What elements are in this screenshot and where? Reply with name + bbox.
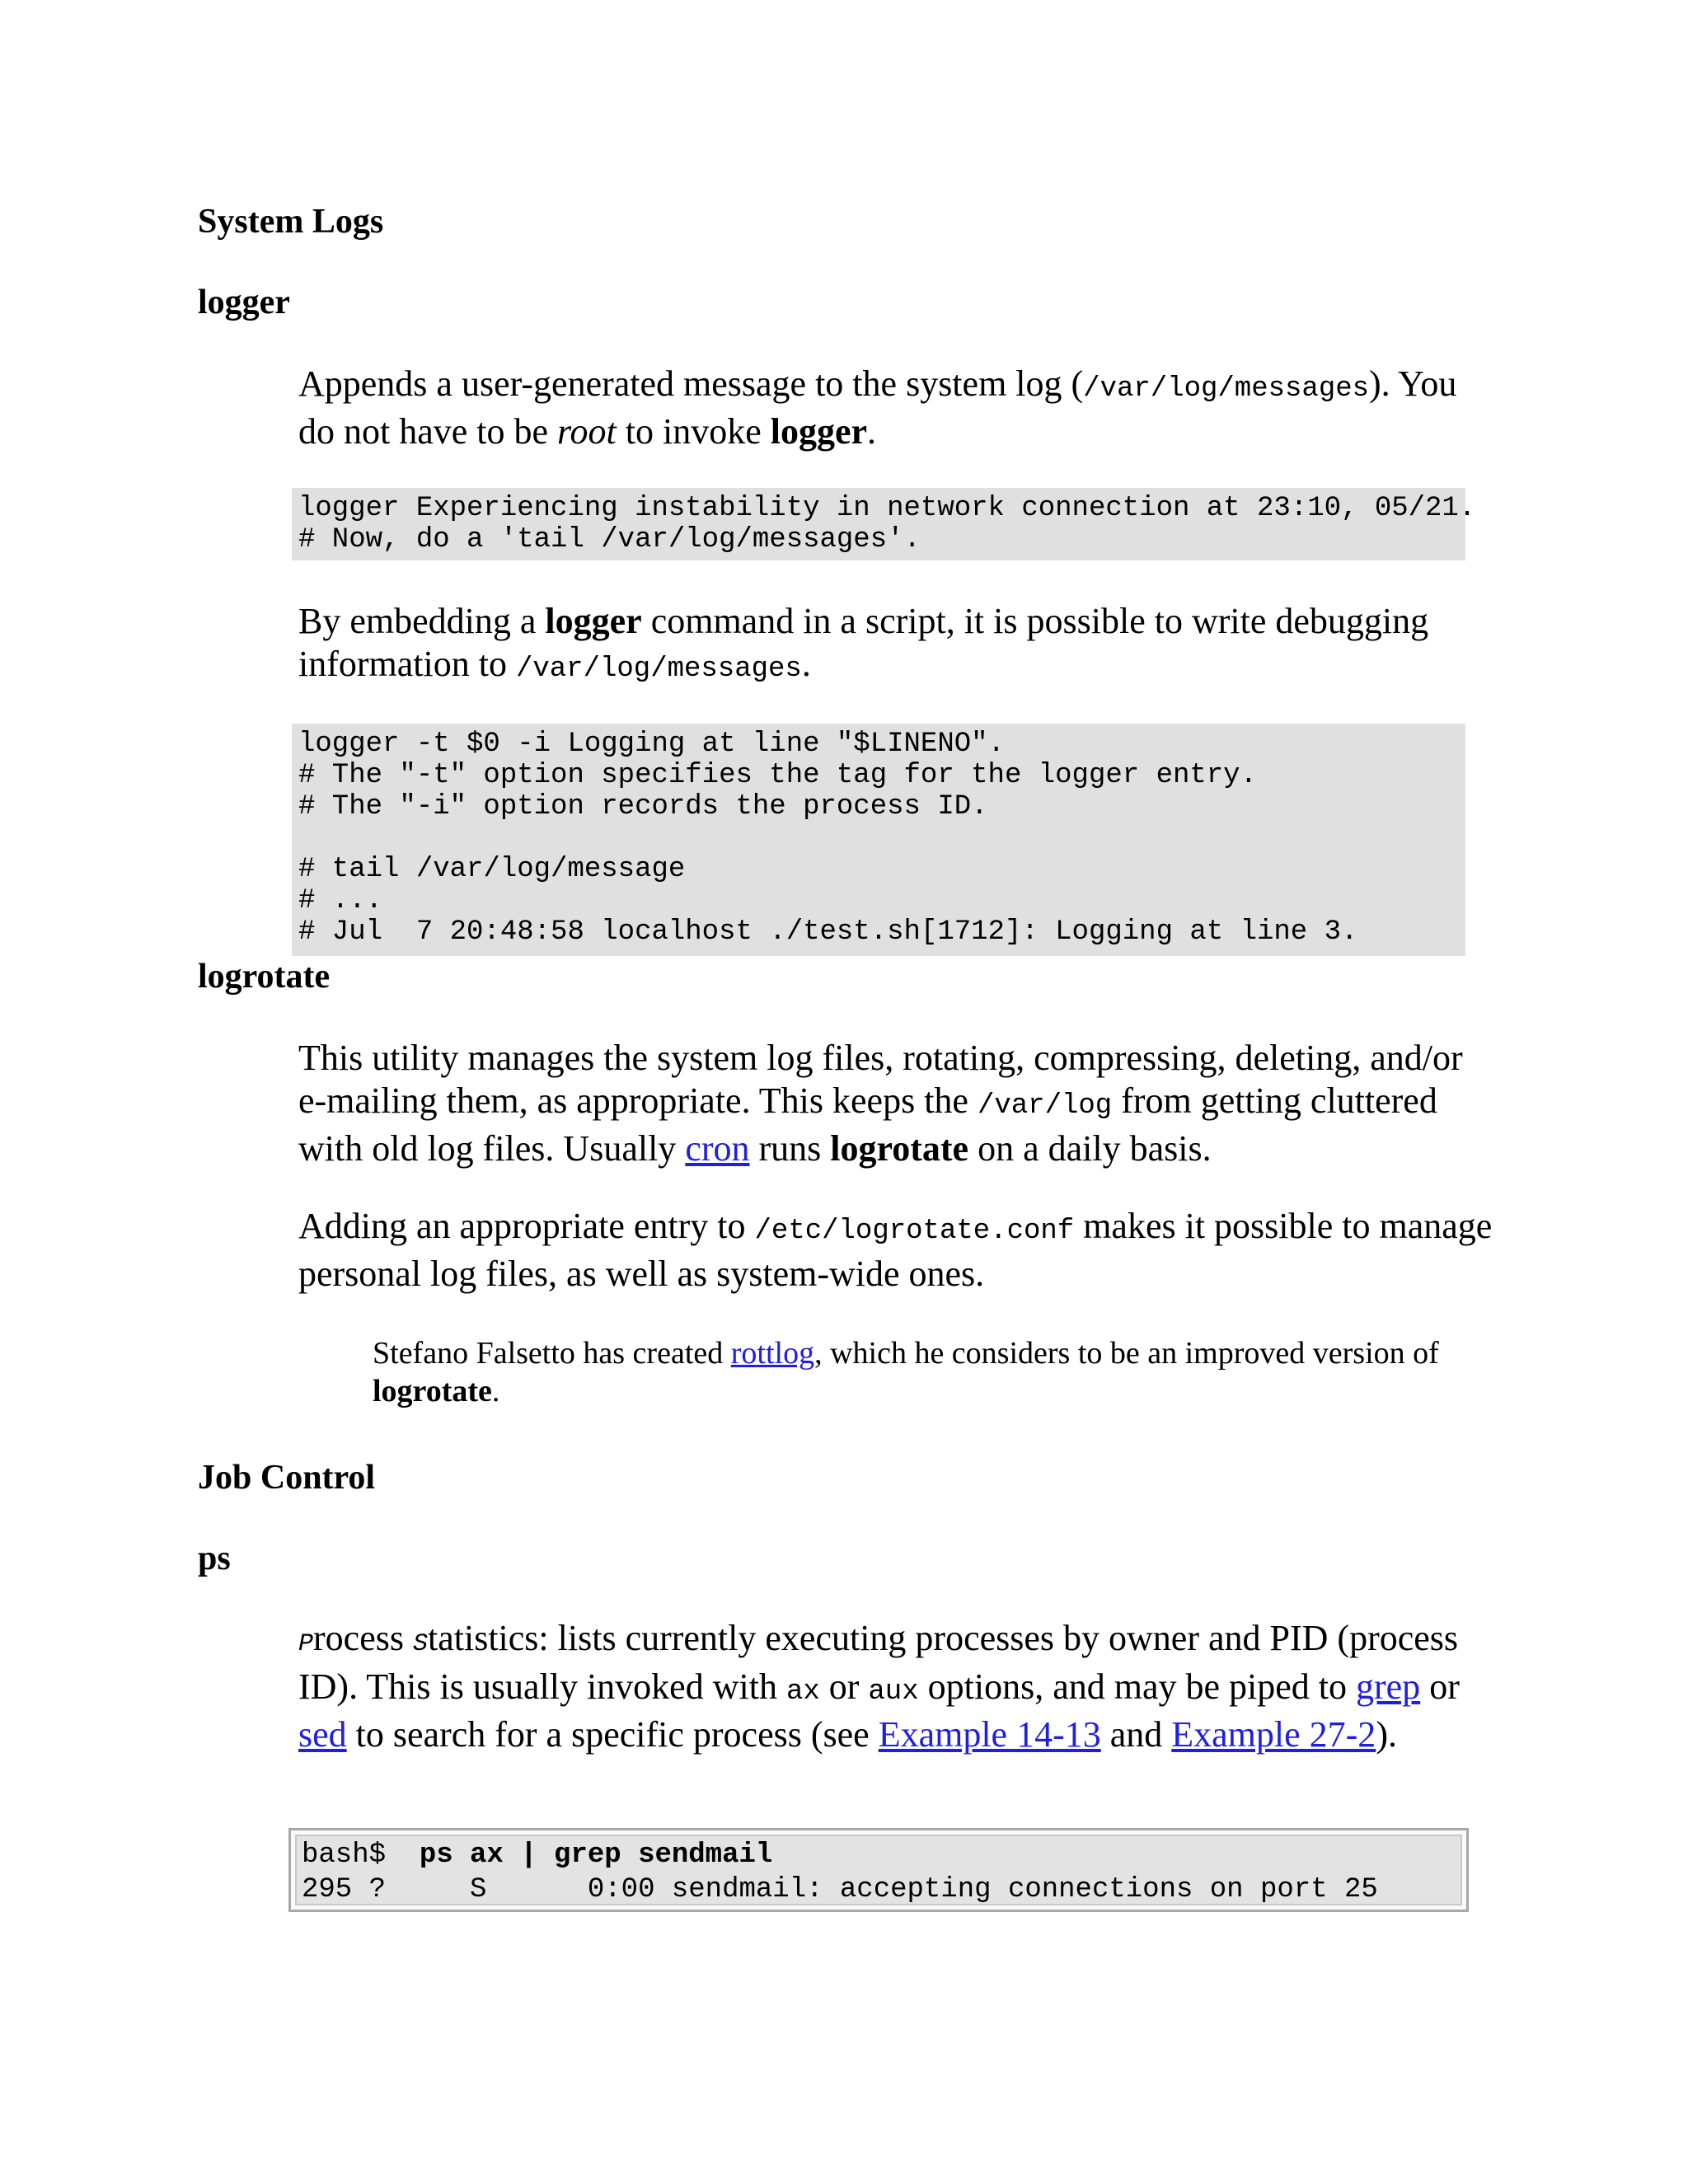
text: Appends a user-generated message to the system log ( bbox=[298, 363, 1084, 404]
text: options, and may be piped to bbox=[918, 1666, 1356, 1707]
path-etc-logrotate-conf: /etc/logrotate.conf bbox=[754, 1216, 1075, 1247]
heading-system-logs: System Logs bbox=[198, 203, 384, 241]
initial-p: P bbox=[298, 1630, 314, 1658]
heading-ps: ps bbox=[198, 1540, 231, 1577]
text: ). bbox=[1376, 1714, 1397, 1755]
heading-job-control: Job Control bbox=[198, 1459, 376, 1497]
example-14-13-link[interactable]: Example 14-13 bbox=[878, 1714, 1101, 1755]
text: Stefano Falsetto has created bbox=[373, 1336, 731, 1371]
code-line: # Now, do a 'tail /var/log/messages'. bbox=[298, 524, 921, 555]
text: tatistics: lists currently executing processes by owner and PID (process ID). This is usually invoked with bbox=[298, 1618, 1459, 1707]
code-line: # The "-t" option specifies the tag for the logger entry. bbox=[298, 760, 1257, 791]
logger-command: logger bbox=[545, 601, 642, 641]
text: . bbox=[491, 1374, 500, 1408]
code-line bbox=[298, 823, 1459, 854]
text: . bbox=[867, 411, 877, 452]
screen-inner bbox=[295, 1835, 1462, 1905]
root-emphasis: root bbox=[557, 411, 617, 452]
text: or bbox=[1420, 1666, 1460, 1707]
text: makes it possible to manage personal log files, as well as system-wide ones. bbox=[298, 1206, 1493, 1294]
text: rocess bbox=[313, 1618, 413, 1658]
prompt: bash$ bbox=[302, 1840, 420, 1871]
text: . bbox=[801, 644, 811, 684]
code-line: logger -t $0 -i Logging at line "$LINENO". bbox=[298, 729, 1005, 760]
logrotate-command: logrotate bbox=[830, 1128, 969, 1169]
path-var-log: /var/log bbox=[977, 1090, 1113, 1122]
code-block-logger-example bbox=[292, 488, 1476, 560]
text: By embedding a bbox=[298, 601, 546, 641]
option-aux: aux bbox=[868, 1676, 919, 1708]
text: or bbox=[819, 1666, 869, 1707]
logger-description bbox=[298, 363, 1493, 453]
logrotate-description bbox=[298, 1037, 1493, 1170]
logrotate-conf-description bbox=[298, 1205, 1493, 1296]
heading-logger: logger bbox=[198, 284, 290, 321]
option-ax: ax bbox=[785, 1676, 820, 1708]
path-var-log-messages: /var/log/messages bbox=[1083, 373, 1370, 405]
text: on a daily basis. bbox=[968, 1128, 1212, 1169]
text: , which he considers to be an improved version of bbox=[814, 1336, 1439, 1371]
heading-logrotate: logrotate bbox=[198, 958, 331, 996]
grep-link[interactable]: grep bbox=[1356, 1666, 1421, 1707]
logrotate-command: logrotate bbox=[373, 1374, 492, 1408]
initial-s: S bbox=[412, 1630, 428, 1658]
example-27-2-link[interactable]: Example 27-2 bbox=[1171, 1714, 1376, 1755]
code-line: logger Experiencing instability in network connection at 23:10, 05/21. bbox=[298, 493, 1476, 524]
rottlog-note bbox=[373, 1334, 1444, 1410]
text: from getting cluttered with old log files. Usually bbox=[298, 1080, 1437, 1169]
text: Adding an appropriate entry to bbox=[298, 1206, 755, 1246]
screen-output-ps bbox=[288, 1828, 1469, 1912]
code-line: # Jul 7 20:48:58 localhost ./test.sh[1712]: Logging at line 3. bbox=[298, 916, 1358, 948]
ps-description bbox=[298, 1617, 1493, 1756]
text: command in a script, it is possible to write debugging information to bbox=[298, 601, 1429, 684]
text: This utility manages the system log files, rotating, compressing, deleting, and/or e-mailing them, as appropriate. This keeps the bbox=[298, 1038, 1463, 1121]
text: runs bbox=[749, 1128, 831, 1169]
screen-command-line bbox=[297, 1836, 1461, 1871]
path-var-log-messages: /var/log/messages bbox=[515, 654, 802, 685]
sed-link[interactable]: sed bbox=[298, 1714, 347, 1755]
logger-command: logger bbox=[770, 411, 868, 452]
text: to invoke bbox=[616, 411, 771, 452]
rottlog-link[interactable]: rottlog bbox=[730, 1336, 815, 1371]
code-line: # tail /var/log/message bbox=[298, 854, 686, 885]
code-line: # ... bbox=[298, 885, 383, 916]
embed-description bbox=[298, 600, 1493, 691]
cron-link[interactable]: cron bbox=[685, 1128, 750, 1169]
code-line: # The "-i" option records the process ID. bbox=[298, 791, 988, 823]
text: to search for a specific process (see bbox=[346, 1714, 879, 1755]
command: ps ax | grep sendmail bbox=[419, 1840, 773, 1871]
text: ). You do not have to be bbox=[298, 363, 1457, 452]
text: and bbox=[1100, 1714, 1172, 1755]
screen-output-line: 295 ? S 0:00 sendmail: accepting connections on port 25 bbox=[302, 1874, 1378, 1905]
code-block-logger-script bbox=[292, 724, 1465, 956]
